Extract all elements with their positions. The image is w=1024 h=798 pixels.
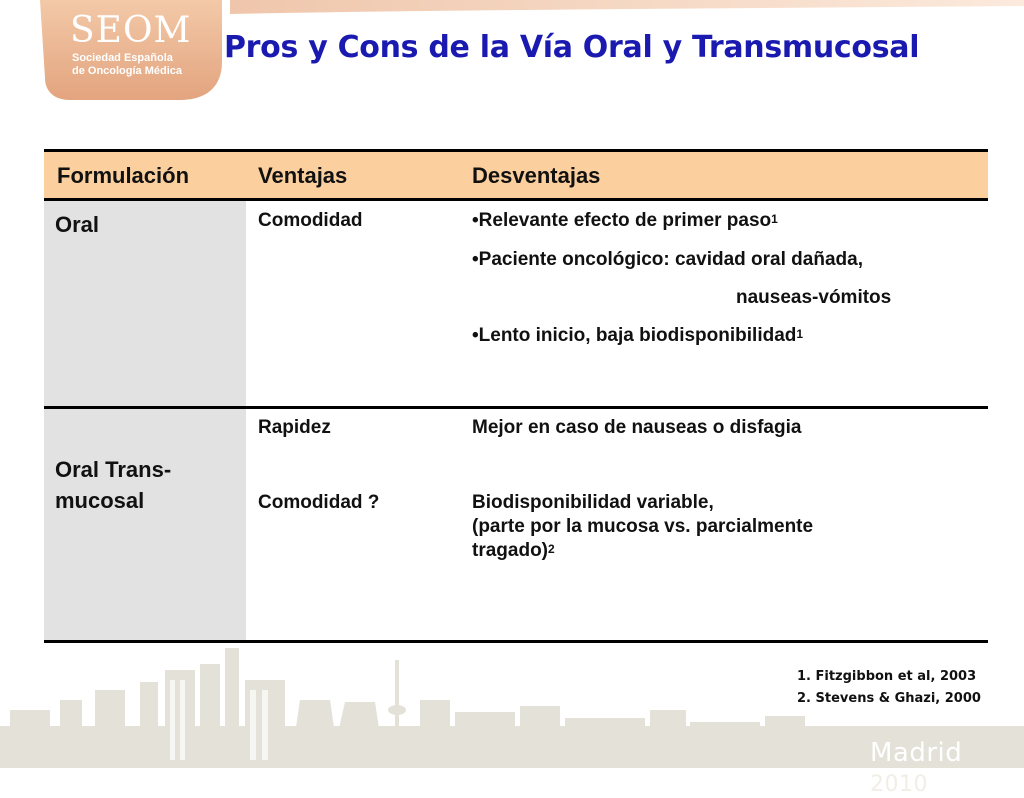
footnote-marker: 1 [796, 327, 804, 341]
footer-year: 2010 [870, 772, 928, 797]
disadvantage-text: tragado) [472, 540, 548, 561]
slide-title: Pros y Cons de la Vía Oral y Transmucosal [224, 30, 920, 65]
disadvantage-text: •Paciente oncológico: cavidad oral dañada, [472, 249, 863, 270]
event-footer-label [870, 738, 1024, 798]
row-1-disadvantage-3 [472, 324, 803, 348]
row-2-formulation-cell [44, 409, 246, 640]
disadvantage-line: Biodisponibilidad variable, [472, 492, 714, 513]
logo-subtitle-line-2: de Oncología Médica [72, 65, 183, 77]
header-formulacion: Formulación [57, 163, 190, 188]
disadvantage-text: •Relevante efecto de primer paso [472, 210, 772, 231]
comparison-table [44, 149, 988, 643]
table-header-row [44, 149, 988, 201]
row-2-formulation [55, 454, 171, 516]
logo-subtitle [72, 52, 182, 78]
seom-logo [50, 10, 200, 96]
disadvantage-line: (parte por la mucosa vs. parcialmente [472, 516, 814, 537]
header-desventajas: Desventajas [472, 163, 601, 188]
row-2-disadvantage-1 [472, 416, 801, 440]
header-ventajas: Ventajas [258, 163, 348, 188]
row-2-disadvantage-2 [472, 491, 813, 563]
footnote-marker: 2 [548, 542, 555, 556]
row-2-advantage-1: Rapidez [258, 417, 331, 438]
reference-1: 1. Fitzgibbon et al, 2003 [797, 669, 977, 684]
row-2-formulation-line-1: Oral Trans- [55, 457, 172, 482]
footnote-marker: 1 [771, 212, 778, 226]
row-1-advantage-1: Comodidad [258, 210, 363, 231]
row-2-formulation-line-2: mucosal [55, 488, 145, 513]
disadvantage-text: •Lento inicio, baja biodisponibilidad [472, 325, 797, 346]
disadvantage-line [472, 539, 813, 563]
disadvantage-text: nauseas-vómitos [736, 287, 892, 308]
reference-2: 2. Stevens & Ghazi, 2000 [797, 691, 981, 706]
logo-wordmark: SEOM [70, 10, 192, 51]
row-1-formulation: Oral [55, 212, 100, 237]
row-1-disadvantage-2-continued [736, 286, 891, 310]
row-1-disadvantage-2 [472, 248, 863, 272]
footer-city: Madrid [870, 738, 963, 768]
row-1-disadvantage-1 [472, 209, 778, 233]
logo-subtitle-line-1: Sociedad Española [72, 52, 173, 64]
row-2-advantage-2: Comodidad ? [258, 492, 380, 513]
disadvantage-text: Mejor en caso de nauseas o disfagia [472, 417, 802, 438]
